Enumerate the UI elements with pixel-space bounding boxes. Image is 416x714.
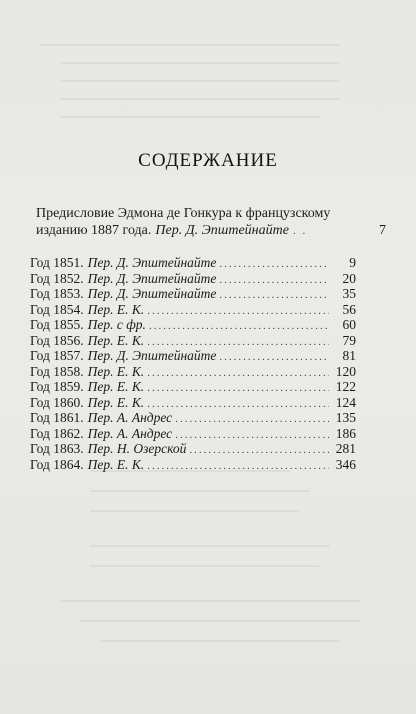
contents-row: [30, 457, 356, 473]
preface-line-2: [36, 222, 386, 240]
entry-year: Год 1856.: [30, 332, 84, 348]
leader-dots: [219, 274, 329, 286]
entry-page-number: 186: [335, 425, 356, 441]
leader-dots: [147, 336, 329, 348]
preface-line-1: Предисловие Эдмона де Гонкура к французскому: [36, 206, 331, 221]
entry-year: Год 1851.: [30, 255, 84, 270]
contents-row: [30, 395, 356, 411]
bleed-through-line: [60, 62, 340, 64]
entry-page-number: 60: [342, 317, 356, 332]
entry-year: Год 1852.: [30, 270, 84, 286]
preface-entry: [36, 205, 386, 240]
entry-page-number: 346: [335, 456, 356, 472]
contents-row: [30, 364, 356, 380]
entry-year: Год 1857.: [30, 348, 84, 363]
entry-year: Год 1862.: [30, 425, 84, 441]
preface-page-number: 7: [379, 223, 386, 238]
contents-list: [30, 255, 356, 472]
bleed-through-line: [60, 80, 340, 82]
bleed-through-line: [60, 600, 360, 602]
entry-page-number: 20: [342, 270, 356, 286]
entry-translator: Пер. Д. Эпштейнайте: [87, 348, 217, 363]
entry-page-number: 9: [349, 255, 356, 270]
contents-row: [30, 441, 356, 457]
bleed-through-line: [60, 98, 340, 100]
leader-dots: [219, 289, 329, 301]
entry-page-number: 79: [342, 332, 356, 348]
leader-dots: [149, 320, 329, 332]
entry-year: Год 1854.: [30, 301, 84, 317]
contents-row: [30, 271, 356, 287]
leader-dots: [219, 351, 329, 363]
leader-dots: [147, 398, 329, 410]
contents-row: [30, 410, 356, 426]
entry-year: Год 1864.: [30, 456, 84, 472]
contents-row: [30, 317, 356, 333]
contents-row: [30, 379, 356, 395]
entry-translator: Пер. Д. Эпштейнайте: [87, 270, 217, 286]
preface-translator: Пер. Д. Эпштейнайте: [155, 223, 289, 238]
page-title: СОДЕРЖАНИЕ: [138, 150, 278, 171]
entry-translator: Пер. Е. К.: [87, 379, 145, 394]
entry-translator: Пер. Д. Эпштейнайте: [87, 286, 217, 301]
entry-page-number: 124: [335, 394, 356, 410]
entry-translator: Пер. А. Андрес: [87, 410, 173, 425]
leader-dots: [147, 305, 329, 317]
leader-dots: [219, 258, 329, 270]
bleed-through-line: [80, 620, 360, 622]
entry-year: Год 1863.: [30, 441, 84, 456]
entry-translator: Пер. Н. Озерской: [87, 441, 187, 456]
entry-translator: Пер. Е. К.: [87, 301, 145, 317]
leader-dots: [175, 413, 329, 425]
entry-page-number: 120: [335, 363, 356, 379]
entry-page-number: 122: [335, 379, 356, 394]
contents-row: [30, 302, 356, 318]
leader-dots: . .: [292, 225, 308, 237]
entry-year: Год 1860.: [30, 394, 84, 410]
bleed-through-line: [40, 44, 340, 46]
entry-translator: Пер. с фр.: [87, 317, 146, 332]
bleed-through-line: [100, 640, 340, 642]
leader-dots: [147, 367, 329, 379]
entry-translator: Пер. Е. К.: [87, 456, 145, 472]
entry-year: Год 1855.: [30, 317, 84, 332]
bleed-through-line: [90, 490, 310, 492]
entry-year: Год 1858.: [30, 363, 84, 379]
contents-row: [30, 426, 356, 442]
entry-page-number: 135: [335, 410, 356, 425]
leader-dots: [175, 429, 329, 441]
entry-page-number: 35: [342, 286, 356, 301]
entry-translator: Пер. А. Андрес: [87, 425, 173, 441]
bleed-through-line: [60, 116, 320, 118]
entry-page-number: 56: [342, 301, 356, 317]
entry-year: Год 1853.: [30, 286, 84, 301]
contents-row: [30, 286, 356, 302]
leader-dots: [147, 382, 329, 394]
entry-translator: Пер. Е. К.: [87, 363, 145, 379]
bleed-through-line: [90, 545, 330, 547]
entry-page-number: 281: [335, 441, 356, 456]
leader-dots: [147, 460, 329, 472]
contents-row: [30, 255, 356, 271]
preface-text: изданию 1887 года.: [36, 223, 152, 238]
entry-year: Год 1859.: [30, 379, 84, 394]
bleed-through-line: [90, 565, 320, 567]
contents-row: [30, 348, 356, 364]
entry-year: Год 1861.: [30, 410, 84, 425]
leader-dots: [189, 444, 329, 456]
entry-translator: Пер. Е. К.: [87, 332, 145, 348]
entry-translator: Пер. Д. Эпштейнайте: [87, 255, 217, 270]
entry-page-number: 81: [342, 348, 356, 363]
bleed-through-line: [90, 510, 300, 512]
entry-translator: Пер. Е. К.: [87, 394, 145, 410]
contents-row: [30, 333, 356, 349]
